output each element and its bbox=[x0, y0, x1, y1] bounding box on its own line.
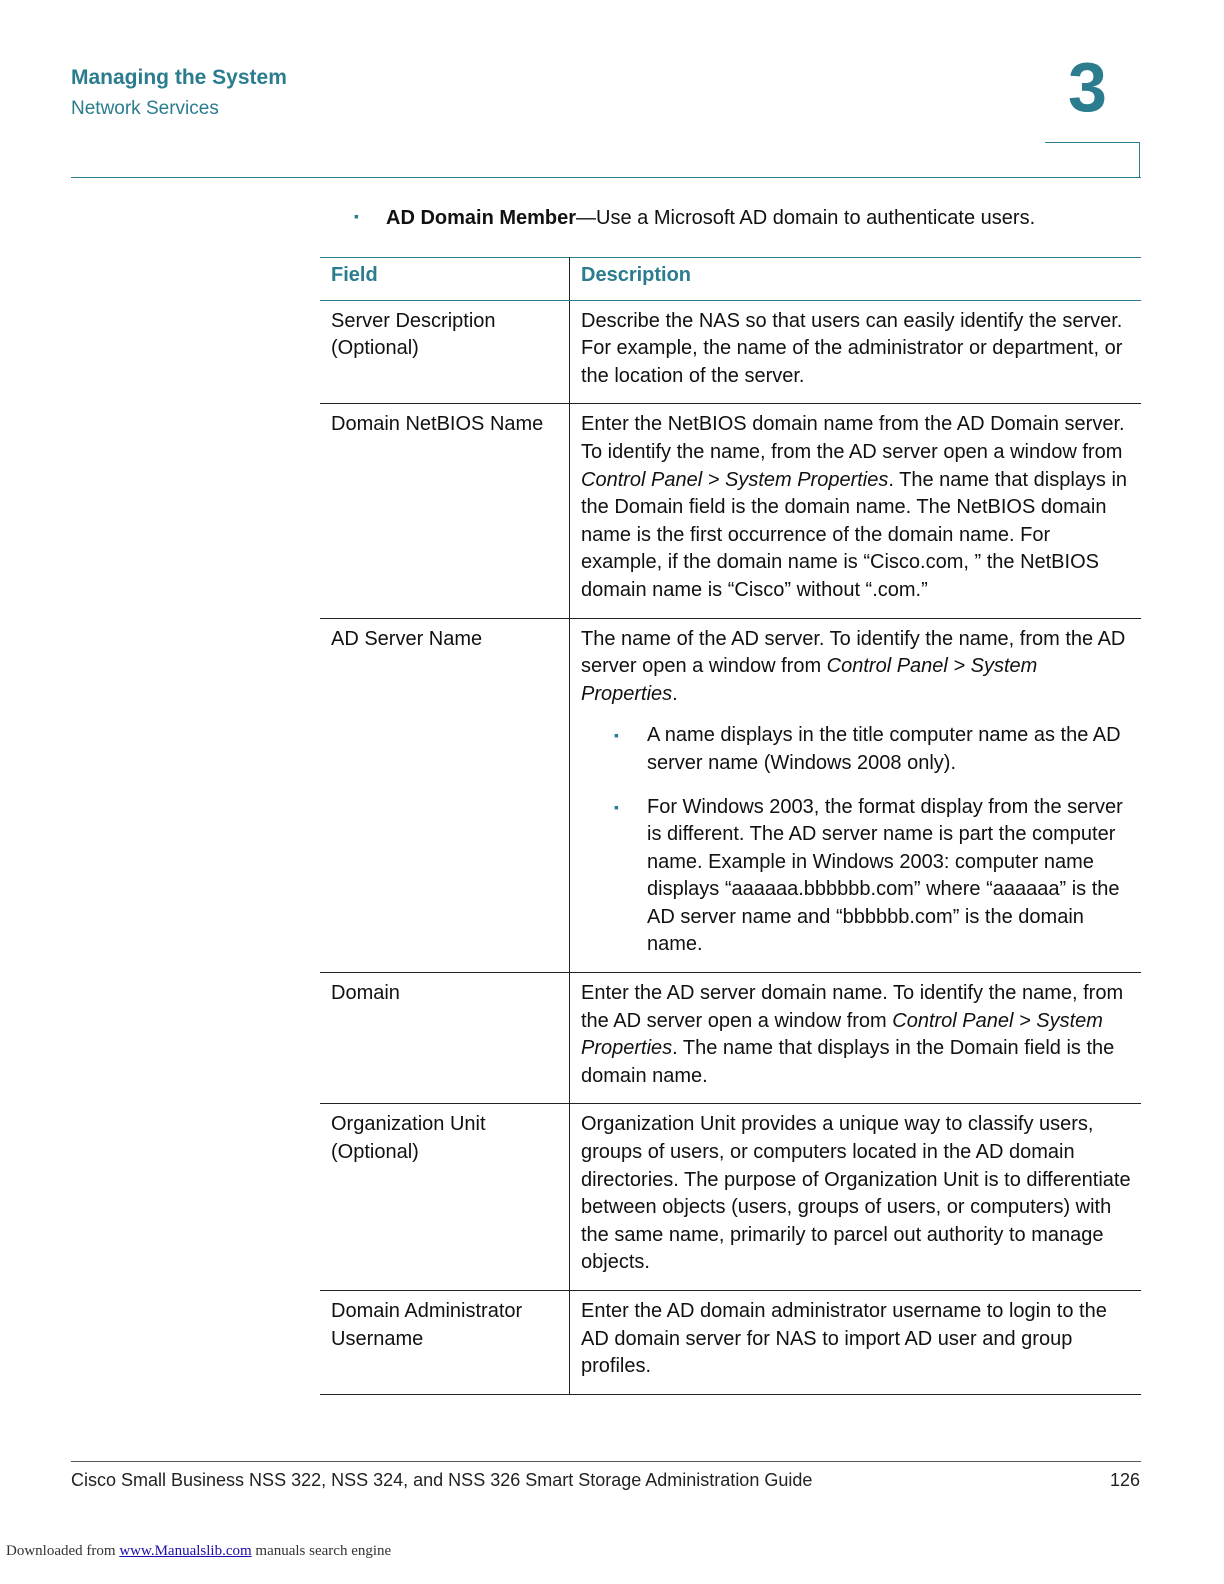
download-suffix: manuals search engine bbox=[251, 1543, 392, 1559]
table-row bbox=[320, 973, 1141, 1104]
table-row bbox=[320, 618, 1141, 973]
intro-bullet bbox=[354, 207, 1035, 230]
desc-paragraph bbox=[581, 626, 1131, 709]
chapter-tab-frame bbox=[1045, 142, 1140, 177]
menu-path: Control Panel > System Properties bbox=[581, 1009, 1103, 1060]
list-item bbox=[581, 722, 1131, 777]
field-name: Domain Administrator Username bbox=[320, 1291, 570, 1395]
field-description-table bbox=[320, 257, 1141, 1395]
square-bullet-icon: ▪ bbox=[354, 208, 359, 224]
section-subtitle: Network Services bbox=[71, 98, 219, 119]
desc-bullet-list bbox=[581, 722, 1131, 959]
table-row bbox=[320, 1104, 1141, 1291]
desc-text: . The name that displays in the Domain field is the domain name. The NetBIOS domain name is the first occurrence of the domain name. For example, if the domain name is “Cisco.com, ” the NetBIOS domain name is “Cisco” without “.com.” bbox=[581, 468, 1128, 601]
desc-text: Enter the NetBIOS domain name from the AD Domain server. To identify the name, from the AD server open a window from bbox=[581, 413, 1125, 463]
intro-text: —Use a Microsoft AD domain to authenticate users. bbox=[576, 207, 1036, 229]
desc-text: The name of the AD server. To identify the name, from the AD server open a window from bbox=[581, 627, 1126, 678]
field-name: Domain NetBIOS Name bbox=[320, 404, 570, 618]
col-header-description: Description bbox=[570, 258, 1142, 301]
field-description: Organization Unit provides a unique way to classify users, groups of users, or computers located in the AD domain directories. The purpose of Organization Unit is to differentiate between objects (users, groups of users, or computers) with the same name, primarily to parcel out authority to manage objects. bbox=[570, 1104, 1142, 1291]
field-description: Enter the AD domain administrator username to login to the AD domain server for NAS to import AD user and group profiles. bbox=[570, 1291, 1142, 1395]
square-bullet-icon: ▪ bbox=[614, 727, 619, 744]
chapter-title: Managing the System bbox=[71, 66, 287, 89]
download-note bbox=[6, 1543, 391, 1560]
download-prefix: Downloaded from bbox=[6, 1543, 120, 1559]
table-header-row bbox=[320, 258, 1141, 301]
field-name: Domain bbox=[320, 973, 570, 1104]
field-description bbox=[570, 618, 1142, 973]
table-row bbox=[320, 300, 1141, 404]
table-row bbox=[320, 404, 1141, 618]
list-item bbox=[581, 794, 1131, 960]
menu-path: Control Panel > System Properties bbox=[581, 468, 889, 491]
field-description bbox=[570, 973, 1142, 1104]
field-name: AD Server Name bbox=[320, 618, 570, 973]
menu-path: Control Panel > System Properties bbox=[581, 655, 1038, 705]
list-item-text: For Windows 2003, the format display from the server is different. The AD server name is part the computer name. Example in Windows 2003: computer name displays “aaaaaa.bbbbbb.com” where “aaaaaa” is the AD server name and “bbbbbb.com” is the domain name. bbox=[647, 795, 1123, 956]
desc-text: . The name that displays in the Domain field is the domain name. bbox=[581, 1037, 1115, 1087]
chapter-number: 3 bbox=[1068, 48, 1107, 126]
field-name: Organization Unit (Optional) bbox=[320, 1104, 570, 1291]
footer-rule bbox=[71, 1461, 1141, 1462]
table-row bbox=[320, 1291, 1141, 1395]
field-description: Describe the NAS so that users can easily identify the server. For example, the name of the administrator or department, or the location of the server. bbox=[570, 300, 1142, 404]
desc-text: Enter the AD server domain name. To identify the name, from the AD server open a window from bbox=[581, 982, 1124, 1032]
footer-guide-title: Cisco Small Business NSS 322, NSS 324, and NSS 326 Smart Storage Administration Guide bbox=[71, 1470, 813, 1490]
desc-text: . bbox=[672, 682, 678, 705]
manualslib-link[interactable]: www.Manualslib.com bbox=[119, 1543, 252, 1559]
field-name: Server Description (Optional) bbox=[320, 300, 570, 404]
field-description bbox=[570, 404, 1142, 618]
page-number: 126 bbox=[1109, 1470, 1140, 1490]
intro-term: AD Domain Member bbox=[386, 207, 577, 229]
list-item-text: A name displays in the title computer name as the AD server name (Windows 2008 only). bbox=[647, 724, 1121, 774]
square-bullet-icon: ▪ bbox=[614, 798, 619, 815]
header-rule bbox=[71, 177, 1141, 178]
col-header-field: Field bbox=[320, 258, 570, 301]
